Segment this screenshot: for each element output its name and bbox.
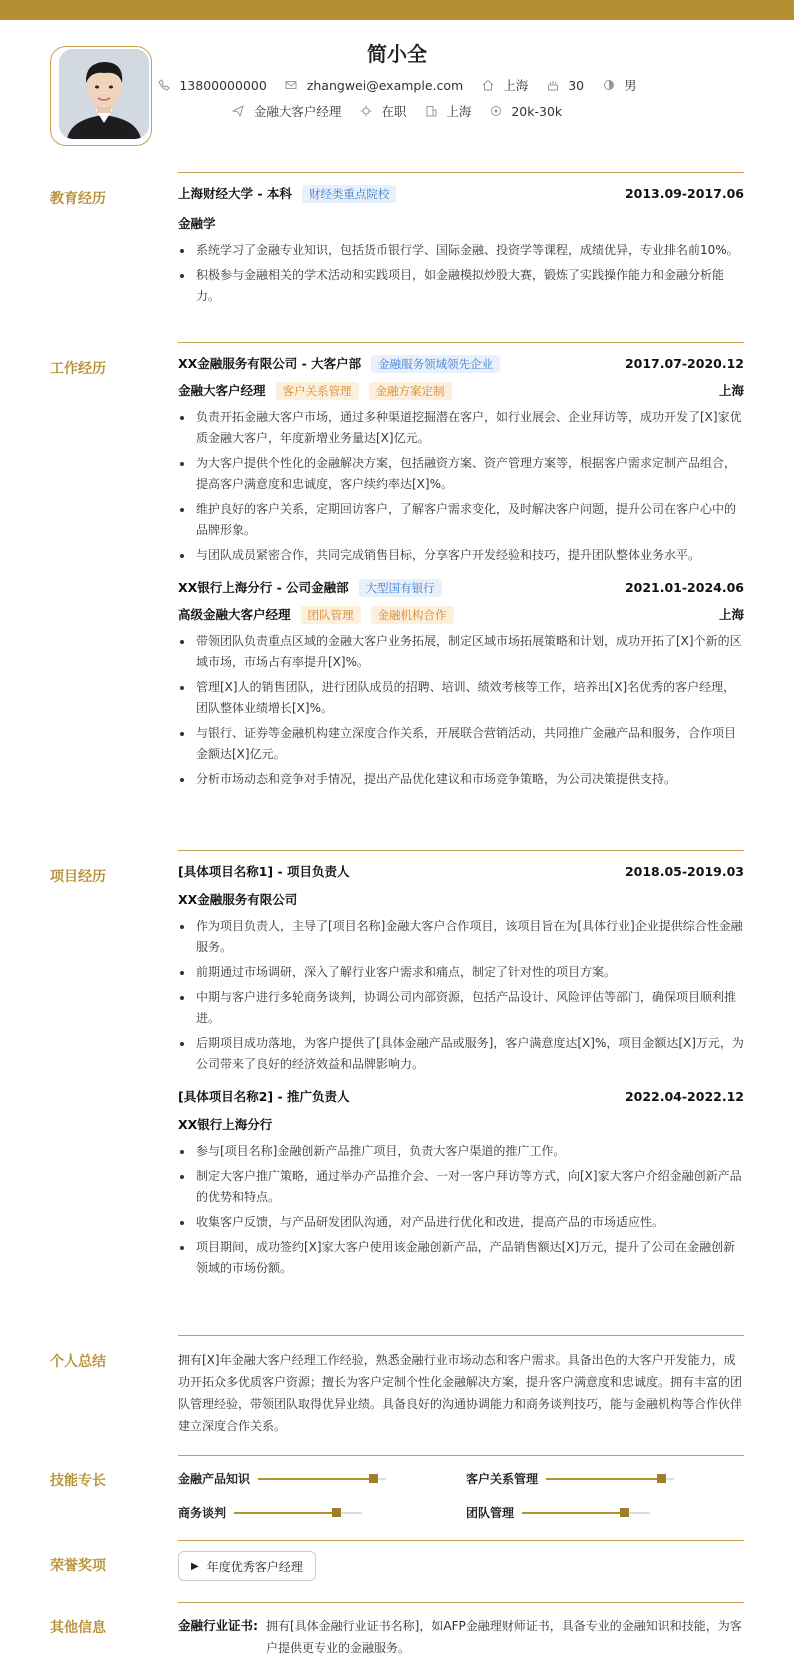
project-header: [178, 860, 744, 882]
cert-text: 拥有[具体金融行业证书名称]，如AFP金融理财师证书，具备专业的金融知识和技能，为客户提供更专业的金融服务。: [266, 1619, 742, 1655]
project-date: 2018.05-2019.03: [624, 863, 744, 879]
company-name: XX银行上海分行 - 公司金融部: [178, 579, 349, 595]
play-icon: ▶: [191, 1560, 199, 1572]
skill-knob: [657, 1474, 666, 1483]
bullet-item: 为大客户提供个性化的金融解决方案，包括融资方案、资产管理方案等，根据客户需求定制产品组合，提高客户满意度和忠诚度，客户续约率达[X]%。: [178, 453, 744, 495]
work-entries: [178, 352, 744, 794]
skill-item: 团队管理: [466, 1504, 650, 1521]
bullet-list: [178, 407, 744, 566]
bullet-item: 前期通过市场调研，深入了解行业客户需求和痛点，制定了针对性的项目方案。: [178, 962, 744, 983]
skill-knob: [332, 1508, 341, 1517]
education-date: 2013.09-2017.06: [624, 185, 744, 201]
skill-item: 客户关系管理: [466, 1470, 674, 1487]
project-org-line: [178, 1113, 744, 1135]
skill-bar: [522, 1512, 650, 1514]
bullet-list: [178, 631, 744, 790]
company-tag: 大型国有银行: [359, 579, 442, 597]
bullet-list: [178, 1141, 744, 1279]
status-icon: [359, 105, 372, 118]
summary-text: 拥有[X]年金融大客户经理工作经验，熟悉金融行业市场动态和客户需求。具备出色的大客户开发能力，成功开拓众多优质客户资源；擅长为客户定制个性化金融解决方案，提升客户满意度和忠诚度。拥有丰富的团队管理经验，带领团队取得优异业绩。具备良好的沟通协调能力和商务谈判技巧，能与金融机构等合作伙伴建立深度合作关系。: [178, 1353, 743, 1433]
bullet-item: 与团队成员紧密合作，共同完成销售目标，分享客户开发经验和技巧，提升团队整体业务水平。: [178, 545, 744, 566]
skill-bar: [234, 1512, 362, 1514]
bullet-item: 项目期间，成功签约[X]家大客户使用该金融创新产品，产品销售额达[X]万元，提升了公司在金融创新领域的市场份额。: [178, 1237, 744, 1279]
project-name: [具体项目名称2] - 推广负责人: [178, 1089, 350, 1104]
skill-bar: [258, 1478, 386, 1480]
company-line: [178, 354, 500, 373]
coin-icon: [489, 105, 502, 118]
position-title: 金融大客户经理: [178, 382, 266, 398]
job-entry: [178, 576, 744, 790]
gender-icon: [602, 79, 615, 92]
skill-tag: 金融机构合作: [371, 606, 454, 624]
salary-item: 20k-30k: [489, 104, 562, 119]
city-item: 上海: [481, 76, 528, 94]
skill-item: 金融产品知识: [178, 1470, 386, 1487]
position-line: [178, 379, 744, 401]
bullet-item: 参与[项目名称]金融创新产品推广项目，负责大客户渠道的推广工作。: [178, 1141, 744, 1162]
bullet-item: 积极参与金融相关的学术活动和实践项目，如金融模拟炒股大赛，锻炼了实践操作能力和金融分析能力。: [178, 265, 744, 307]
job-header: [178, 352, 744, 374]
send-icon: [232, 105, 245, 118]
job-date: 2017.07-2020.12: [624, 355, 744, 371]
status-item: 在职: [359, 102, 406, 120]
education-entry: [178, 182, 744, 311]
company-tag: 金融服务领域领先企业: [371, 355, 500, 373]
divider: [178, 172, 744, 173]
project-entry: [178, 1085, 744, 1279]
project-org: XX银行上海分行: [178, 1117, 273, 1132]
skill-bar: [546, 1478, 674, 1480]
section-title: 技能专长: [50, 1473, 106, 1489]
position-line: [178, 603, 744, 625]
school-name: 上海财经大学 - 本科: [178, 185, 292, 201]
mail-icon: [285, 79, 298, 92]
section-title: 工作经历: [50, 361, 106, 377]
job-entry: [178, 352, 744, 566]
bullet-item: 后期项目成功落地，为客户提供了[具体金融产品或服务]，客户满意度达[X]%，项目金额达[X]万元，为公司带来了良好的经济效益和品牌影响力。: [178, 1033, 744, 1075]
age-item: 30: [546, 78, 584, 93]
bullet-item: 收集客户反馈，与产品研发团队沟通，对产品进行优化和改进，提高产品的市场适应性。: [178, 1212, 744, 1233]
home-icon: [481, 79, 494, 92]
skill-knob: [369, 1474, 378, 1483]
company-line: [178, 578, 442, 597]
target-job-item: 金融大客户经理: [232, 102, 342, 120]
section-title: 其他信息: [50, 1620, 106, 1636]
cake-icon: [546, 79, 559, 92]
bullet-item: 管理[X]人的销售团队，进行团队成员的招聘、培训、绩效考核等工作，培养出[X]名优秀的客户经理，团队整体业绩增长[X]%。: [178, 677, 744, 719]
skill-item: 商务谈判: [178, 1504, 362, 1521]
position-group: [178, 605, 454, 624]
job-city: 上海: [718, 607, 744, 622]
project-date: 2022.04-2022.12: [624, 1088, 744, 1104]
skill-tag: 团队管理: [301, 606, 361, 624]
bullet-list: [178, 916, 744, 1075]
divider: [178, 1540, 744, 1541]
top-accent-bar: [0, 0, 794, 20]
divider: [178, 1602, 744, 1603]
section-title: 个人总结: [50, 1354, 106, 1370]
divider: [178, 850, 744, 851]
project-org: XX金融服务有限公司: [178, 892, 298, 907]
section-title: 项目经历: [50, 869, 106, 885]
building-icon: [424, 105, 437, 118]
education-bullets: [178, 240, 744, 307]
divider: [178, 1455, 744, 1456]
target-city-item: 上海: [424, 102, 471, 120]
bullet-item: 分析市场动态和竞争对手情况，提出产品优化建议和市场竞争策略，为公司决策提供支持。: [178, 769, 744, 790]
project-entries: [178, 860, 744, 1283]
divider: [178, 1335, 744, 1336]
divider: [178, 342, 744, 343]
bullet-item: 制定大客户推广策略，通过举办产品推介会、一对一客户拜访等方式，向[X]家大客户介绍金融创新产品的优势和特点。: [178, 1166, 744, 1208]
gender-item: 男: [602, 76, 637, 94]
bullet-item: 系统学习了金融专业知识，包括货币银行学、国际金融、投资学等课程，成绩优异，专业排名前10%。: [178, 240, 744, 261]
award-item: ▶ 年度优秀客户经理: [178, 1551, 316, 1581]
phone-item: 13800000000: [157, 78, 266, 93]
section-title: 荣誉奖项: [50, 1558, 106, 1574]
project-org-line: [178, 888, 744, 910]
candidate-name: 简小全: [367, 42, 427, 66]
company-name: XX金融服务有限公司 - 大客户部: [178, 355, 362, 371]
skill-tag: 金融方案定制: [369, 382, 452, 400]
project-name: [具体项目名称1] - 项目负责人: [178, 864, 350, 879]
job-city: 上海: [718, 383, 744, 398]
bullet-item: 中期与客户进行多轮商务谈判，协调公司内部资源，包括产品设计、风险评估等部门，确保项目顺利推进。: [178, 987, 744, 1029]
position-title: 高级金融大客户经理: [178, 606, 291, 622]
phone-icon: [157, 79, 170, 92]
project-header: [178, 1085, 744, 1107]
job-date: 2021.01-2024.06: [624, 579, 744, 595]
cert-label: 金融行业证书:: [178, 1618, 258, 1633]
skill-knob: [620, 1508, 629, 1517]
contact-row: [0, 76, 794, 94]
project-entry: [178, 860, 744, 1075]
bullet-item: 负责开拓金融大客户市场，通过多种渠道挖掘潜在客户，如行业展会、企业拜访等，成功开发了[X]家优质金融大客户，年度新增业务量达[X]亿元。: [178, 407, 744, 449]
bullet-item: 带领团队负责重点区域的金融大客户业务拓展，制定区域市场拓展策略和计划，成功开拓了[X]个新的区域市场，市场占有率提升[X]%。: [178, 631, 744, 673]
job-header: [178, 576, 744, 598]
section-title: 教育经历: [50, 191, 106, 207]
other-info: [178, 1615, 744, 1659]
position-group: [178, 381, 452, 400]
skill-tag: 客户关系管理: [276, 382, 359, 400]
email-item: zhangwei@example.com: [285, 78, 463, 93]
major: 金融学: [178, 216, 216, 231]
job-intent-row: [0, 102, 794, 120]
bullet-item: 作为项目负责人，主导了[项目名称]金融大客户合作项目，该项目旨在为[具体行业]企业提供综合性金融服务。: [178, 916, 744, 958]
bullet-item: 与银行、证券等金融机构建立深度合作关系，开展联合营销活动，共同推广金融产品和服务，合作项目金额达[X]亿元。: [178, 723, 744, 765]
bullet-item: 维护良好的客户关系，定期回访客户，了解客户需求变化，及时解决客户问题，提升公司在客户心中的品牌形象。: [178, 499, 744, 541]
school-tag: 财经类重点院校: [302, 185, 397, 203]
